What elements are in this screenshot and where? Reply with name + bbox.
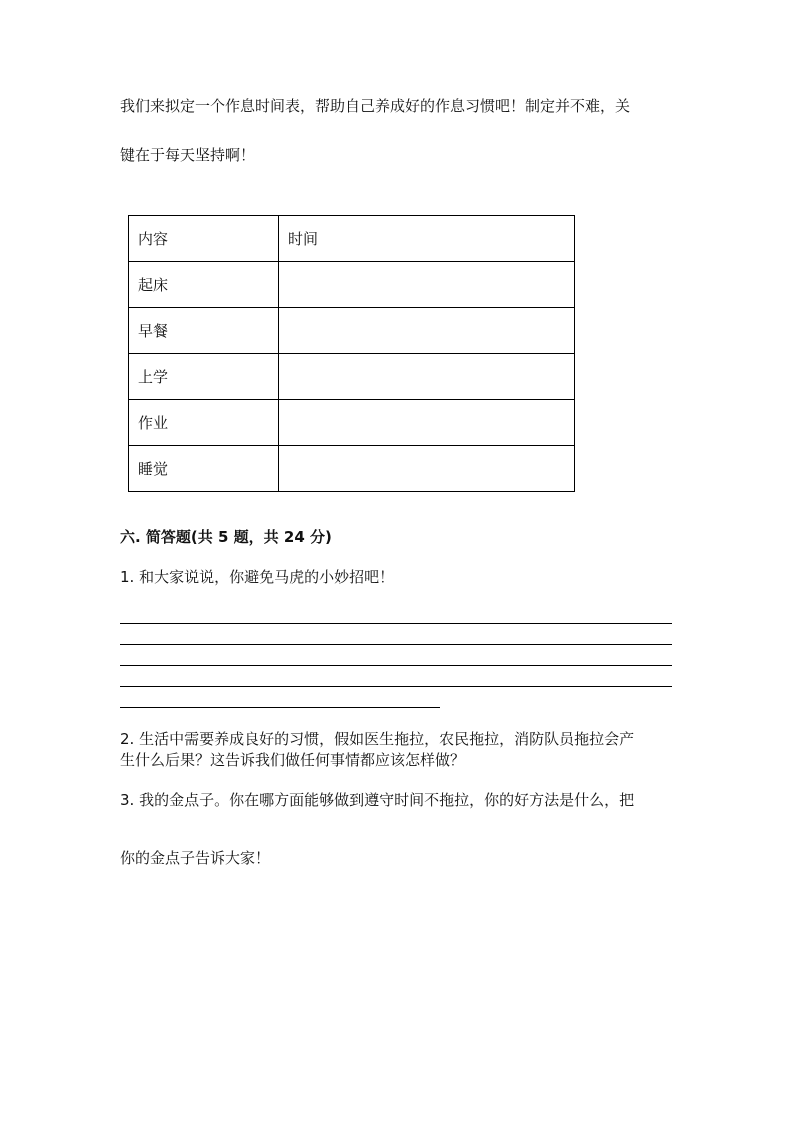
header-content-cell: 内容	[129, 216, 279, 262]
question-3-line-2: 你的金点子告诉大家！	[120, 849, 271, 867]
row-time-cell[interactable]	[279, 400, 575, 446]
answer-line[interactable]	[120, 644, 672, 645]
row-time-cell[interactable]	[279, 446, 575, 492]
row-time-cell[interactable]	[279, 308, 575, 354]
question-1: 1. 和大家说说，你避免马虎的小妙招吧！	[120, 568, 395, 586]
answer-line[interactable]	[120, 707, 440, 708]
answer-line[interactable]	[120, 665, 672, 666]
row-content-cell: 上学	[129, 354, 279, 400]
table-header-row	[129, 216, 575, 262]
row-content-cell: 睡觉	[129, 446, 279, 492]
row-content-cell: 起床	[129, 262, 279, 308]
row-time-cell[interactable]	[279, 354, 575, 400]
row-time-cell[interactable]	[279, 262, 575, 308]
row-content-cell: 作业	[129, 400, 279, 446]
intro-line-1: 我们来拟定一个作息时间表，帮助自己养成好的作息习惯吧！制定并不难，关	[120, 97, 631, 115]
table-row	[129, 354, 575, 400]
section-title: 六. 简答题(共 5 题，共 24 分)	[120, 528, 332, 546]
table-row	[129, 262, 575, 308]
question-2-line-2: 生什么后果？这告诉我们做任何事情都应该怎样做？	[120, 751, 466, 769]
row-content-cell: 早餐	[129, 308, 279, 354]
intro-line-2: 键在于每天坚持啊！	[120, 146, 256, 164]
table-row	[129, 308, 575, 354]
header-time-cell: 时间	[279, 216, 575, 262]
question-3-line-1: 3. 我的金点子。你在哪方面能够做到遵守时间不拖拉，你的好方法是什么，把	[120, 791, 635, 809]
question-2-line-1: 2. 生活中需要养成良好的习惯，假如医生拖拉，农民拖拉，消防队员拖拉会产	[120, 730, 635, 748]
answer-line[interactable]	[120, 623, 672, 624]
table-row	[129, 446, 575, 492]
schedule-table	[128, 215, 575, 492]
answer-line[interactable]	[120, 686, 672, 687]
table-row	[129, 400, 575, 446]
